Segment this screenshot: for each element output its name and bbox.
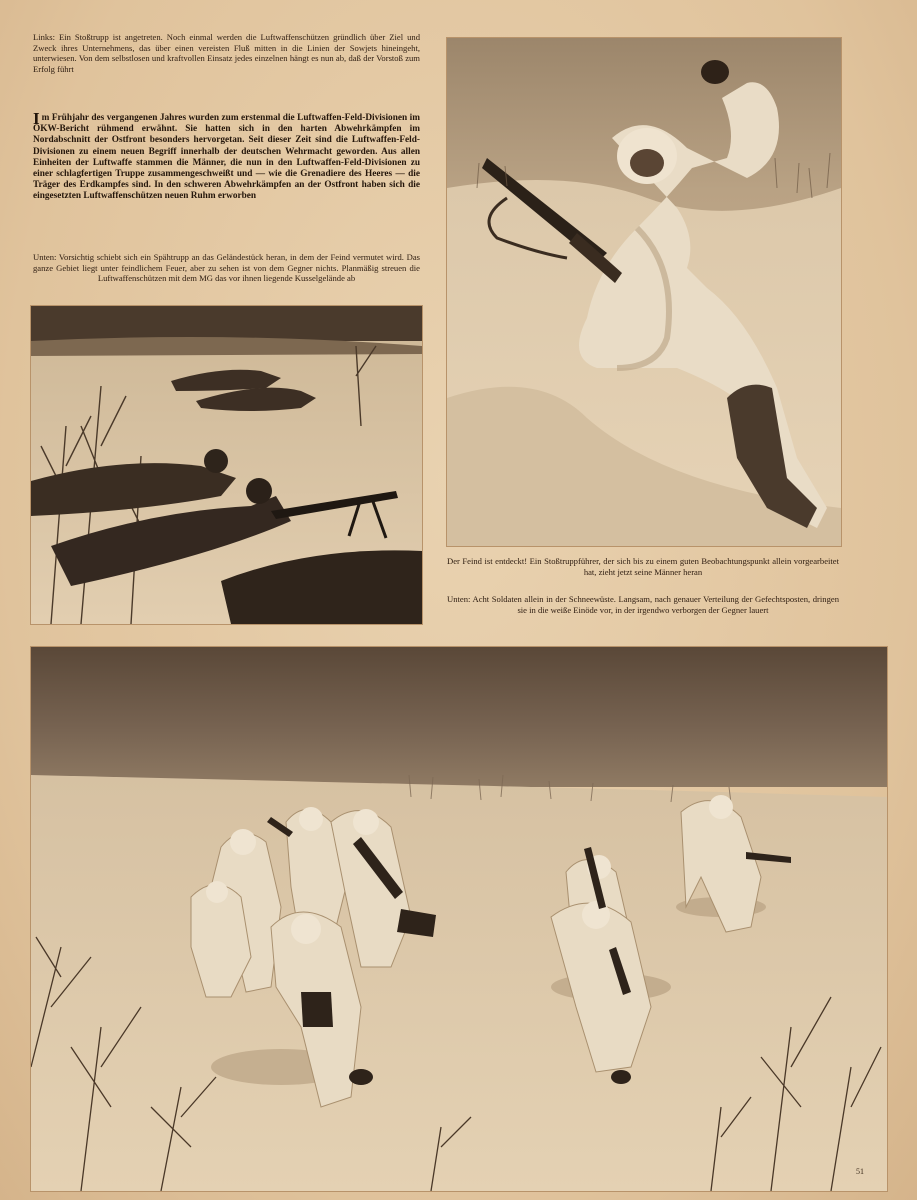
intro-drop-cap: I: [33, 109, 40, 128]
caption-right-2: Unten: Acht Soldaten allein in der Schneewüste. Langsam, nach genauer Verteilung der Gefechtsposten, dringen sie in die weiße Einöde vor, in der irgendwo verborgen der Gegner lauert: [447, 594, 839, 615]
photo-acht-soldaten: [30, 646, 888, 1192]
intro-paragraph: [33, 109, 420, 203]
caption-right-1: Der Feind ist entdeckt! Ein Stoßtruppführer, der sich bis zu einem guten Beobachtungspunkt allein vorgearbeitet hat, zieht jetzt seine Männer heran: [447, 556, 839, 577]
intro-text: m Frühjahr des vergangenen Jahres wurden zum erstenmal die Luftwaffen-Feld-Divisionen im OKW-Bericht rühmend erwähnt. Sie hatten sich in den harten Abwehrkämpfen im Nordabschnitt der Ostfront besonders hervorgetan. Seit dieser Zeit sind die Luftwaffen-Feld-Divisionen zu einem neuen Begriff innerhalb der deutschen Wehrmacht geworden. Aus allen Einheiten der Luftwaffe stammen die Männer, die nun in den Luftwaffen-Feld-Divisionen zu einer schlagfertigen Truppe zusammengeschweißt und — wie die Grenadiere des Heeres — die Träger des Erdkampfes sind. In den schweren Abwehrkämpfen an der Ostfront haben sich die eingesetzten Luftwaffenschützen neuen Ruhm erworben: [33, 113, 420, 202]
caption-middle-left: Unten: Vorsichtig schiebt sich ein Spähtrupp an das Geländestück heran, in dem der Feind vermutet wird. Das ganze Gebiet liegt unter feindlichem Feuer, aber zu sehen ist von dem Gegner nichts. Planmäßig streuen die Luftwaffenschützen mit dem MG das vor ihnen liegende Kusselgelände ab: [33, 252, 420, 284]
photo-spaehtrupp-mg: [30, 305, 423, 625]
photo-stosstruppfuehrer: [446, 37, 842, 547]
caption-top-left: Links: Ein Stoßtrupp ist angetreten. Noch einmal werden die Luftwaffenschützen gründlich über Ziel und Zweck ihres Unternehmens, das über einen vereisten Fluß mitten in die Linien der Sowjets hineingeht, unterwiesen. Von dem selbstlosen und kraftvollen Einsatz jedes einzelnen hängt es nun ab, daß der Vorstoß zum Erfolg führt: [33, 32, 420, 74]
page-number: 51: [856, 1167, 864, 1176]
